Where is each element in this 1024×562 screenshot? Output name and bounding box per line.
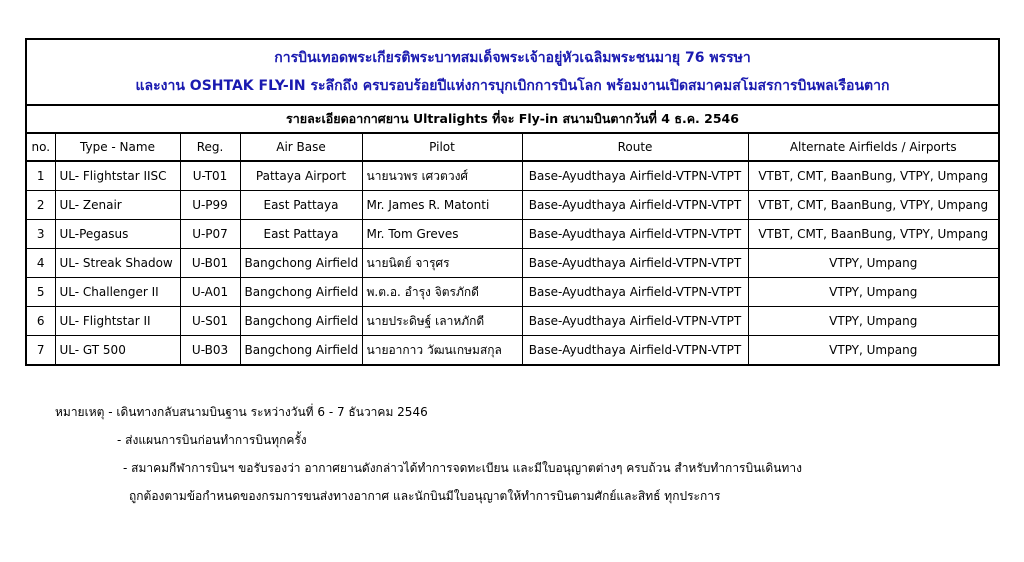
cell-alternate: VTPY, Umpang bbox=[748, 336, 998, 365]
header-type-name: Type - Name bbox=[55, 134, 180, 161]
cell-reg: U-T01 bbox=[180, 161, 240, 191]
cell-alternate: VTPY, Umpang bbox=[748, 249, 998, 278]
cell-type-name: UL- Challenger II bbox=[55, 278, 180, 307]
header-route: Route bbox=[522, 134, 748, 161]
cell-type-name: UL- Streak Shadow bbox=[55, 249, 180, 278]
cell-reg: U-S01 bbox=[180, 307, 240, 336]
cell-type-name: UL- Flightstar II bbox=[55, 307, 180, 336]
cell-route: Base-Ayudthaya Airfield-VTPN-VTPT bbox=[522, 249, 748, 278]
cell-pilot: นายนวพร เศวตวงศ์ bbox=[362, 161, 522, 191]
cell-reg: U-P07 bbox=[180, 220, 240, 249]
cell-alternate: VTBT, CMT, BaanBung, VTPY, Umpang bbox=[748, 161, 998, 191]
table-row bbox=[27, 336, 998, 365]
cell-no: 7 bbox=[27, 336, 55, 365]
notes-section bbox=[55, 398, 802, 510]
note-line-3: - สมาคมกีฬาการบินฯ ขอรับรองว่า อากาศยานดังกล่าวได้ทำการจดทะเบียน และมีใบอนุญาตต่างๆ ครบถ้วน สำหรับทำการบินเดินทาง bbox=[123, 461, 802, 475]
cell-alternate: VTBT, CMT, BaanBung, VTPY, Umpang bbox=[748, 220, 998, 249]
cell-air-base: Pattaya Airport bbox=[240, 161, 362, 191]
note-line-2: - ส่งแผนการบินก่อนทำการบินทุกครั้ง bbox=[117, 433, 307, 447]
table-row bbox=[27, 220, 998, 249]
table-row bbox=[27, 249, 998, 278]
table-header-row bbox=[27, 134, 998, 161]
cell-reg: U-P99 bbox=[180, 191, 240, 220]
cell-route: Base-Ayudthaya Airfield-VTPN-VTPT bbox=[522, 278, 748, 307]
document-frame bbox=[25, 38, 1000, 366]
cell-route: Base-Ayudthaya Airfield-VTPN-VTPT bbox=[522, 336, 748, 365]
cell-no: 1 bbox=[27, 161, 55, 191]
cell-air-base: Bangchong Airfield bbox=[240, 307, 362, 336]
cell-air-base: Bangchong Airfield bbox=[240, 249, 362, 278]
title-line-1: การบินเทอดพระเกียรติพระบาทสมเด็จพระเจ้าอยู่หัวเฉลิมพระชนมายุ 76 พรรษา bbox=[274, 50, 751, 66]
cell-reg: U-B03 bbox=[180, 336, 240, 365]
cell-reg: U-B01 bbox=[180, 249, 240, 278]
cell-air-base: East Pattaya bbox=[240, 191, 362, 220]
cell-alternate: VTBT, CMT, BaanBung, VTPY, Umpang bbox=[748, 191, 998, 220]
cell-air-base: Bangchong Airfield bbox=[240, 278, 362, 307]
cell-route: Base-Ayudthaya Airfield-VTPN-VTPT bbox=[522, 307, 748, 336]
cell-alternate: VTPY, Umpang bbox=[748, 278, 998, 307]
cell-reg: U-A01 bbox=[180, 278, 240, 307]
cell-no: 4 bbox=[27, 249, 55, 278]
cell-type-name: UL-Pegasus bbox=[55, 220, 180, 249]
header-reg: Reg. bbox=[180, 134, 240, 161]
table-subtitle: รายละเอียดอากาศยาน Ultralights ที่จะ Fly-in สนามบินตากวันที่ 4 ธ.ค. 2546 bbox=[27, 106, 998, 134]
aircraft-table bbox=[27, 134, 998, 364]
header-air-base: Air Base bbox=[240, 134, 362, 161]
cell-route: Base-Ayudthaya Airfield-VTPN-VTPT bbox=[522, 191, 748, 220]
cell-pilot: พ.ต.อ. อำรุง จิตรภักดี bbox=[362, 278, 522, 307]
cell-air-base: Bangchong Airfield bbox=[240, 336, 362, 365]
cell-pilot: นายประดิษฐ์ เลาหภักดี bbox=[362, 307, 522, 336]
table-row bbox=[27, 307, 998, 336]
cell-no: 5 bbox=[27, 278, 55, 307]
table-row bbox=[27, 191, 998, 220]
table-row bbox=[27, 161, 998, 191]
title-line-2: และงาน OSHTAK FLY-IN ระลึกถึง ครบรอบร้อยปีแห่งการบุกเบิกการบินโลก พร้อมงานเปิดสมาคมสโมสรการบินพลเรือนตาก bbox=[135, 78, 890, 94]
cell-type-name: UL- GT 500 bbox=[55, 336, 180, 365]
table-row bbox=[27, 278, 998, 307]
title-block bbox=[27, 40, 998, 106]
cell-no: 2 bbox=[27, 191, 55, 220]
cell-route: Base-Ayudthaya Airfield-VTPN-VTPT bbox=[522, 161, 748, 191]
cell-type-name: UL- Zenair bbox=[55, 191, 180, 220]
cell-alternate: VTPY, Umpang bbox=[748, 307, 998, 336]
cell-air-base: East Pattaya bbox=[240, 220, 362, 249]
cell-pilot: นายอากาว วัฒนเกษมสกุล bbox=[362, 336, 522, 365]
cell-pilot: Mr. James R. Matonti bbox=[362, 191, 522, 220]
header-alternate: Alternate Airfields / Airports bbox=[748, 134, 998, 161]
note-line-4: ถูกต้องตามข้อกำหนดของกรมการขนส่งทางอากาศ และนักบินมีใบอนุญาตให้ทำการบินตามศักย์และสิทธ์ ทุกประการ bbox=[129, 489, 721, 503]
header-pilot: Pilot bbox=[362, 134, 522, 161]
header-no: no. bbox=[27, 134, 55, 161]
cell-no: 6 bbox=[27, 307, 55, 336]
cell-route: Base-Ayudthaya Airfield-VTPN-VTPT bbox=[522, 220, 748, 249]
cell-pilot: Mr. Tom Greves bbox=[362, 220, 522, 249]
note-line-1: หมายเหตุ - เดินทางกลับสนามบินฐาน ระหว่างวันที่ 6 - 7 ธันวาคม 2546 bbox=[55, 405, 428, 419]
cell-type-name: UL- Flightstar IISC bbox=[55, 161, 180, 191]
cell-pilot: นายนิตย์ จารุศร bbox=[362, 249, 522, 278]
cell-no: 3 bbox=[27, 220, 55, 249]
